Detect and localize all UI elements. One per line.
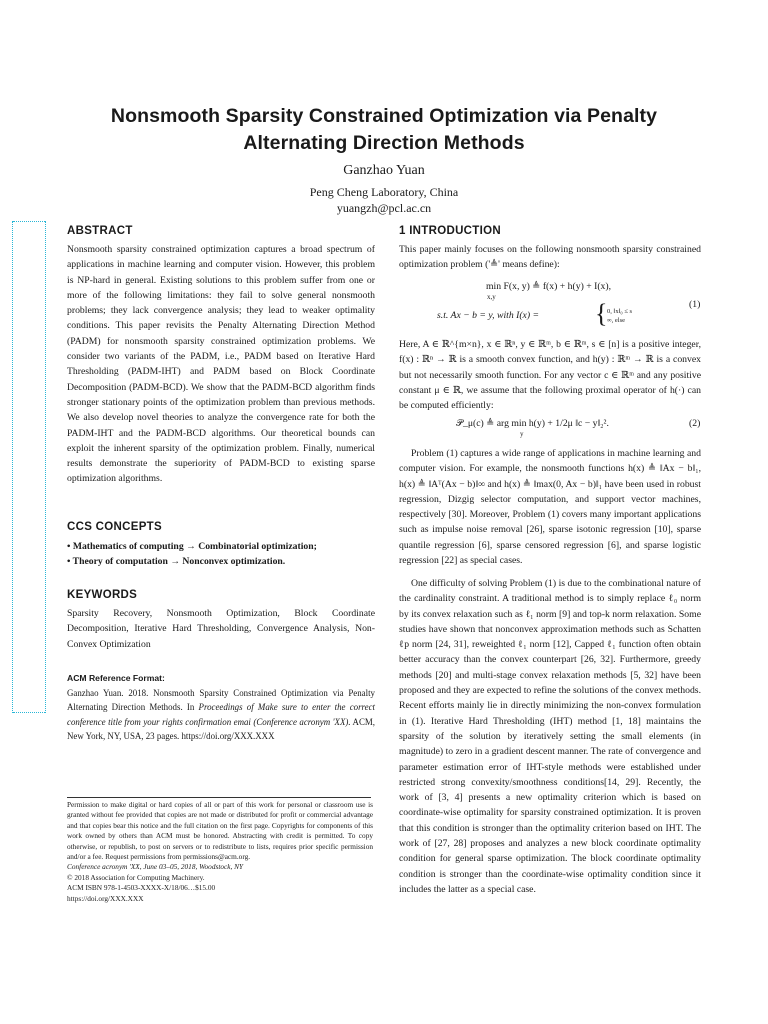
equation-2-number: (2) — [689, 418, 701, 429]
paper-title-line-1: Nonsmooth Sparsity Constrained Optimization via Penalty — [110, 105, 658, 127]
intro-p2-text: Here, A ∈ ℝ^{m×n}, x ∈ ℝⁿ, y ∈ ℝᵐ, b ∈ ℝᵐ, s ∈ [n] is a positive integer, f(x) : ℝⁿ → ℝ is a smooth convex function, and h(y) : ℝᵐ → ℝ is a convex but not necessarily smooth function. For any vector c ∈ ℝᵐ and any positive constant μ ∈ ℝ, we assume that the following proximal operator of h(·) can be computed efficiently: — [399, 339, 701, 412]
acm-reference-text-a: Ganzhao Yuan. 2018. Nonsmooth Sparsity Constrained Optimization via Penalty Alternating Direction Methods. In — [67, 688, 375, 713]
ccs-list — [67, 539, 375, 570]
abstract-text: Nonsmooth sparsity constrained optimization captures a broad spectrum of applications in machine learning and computer vision. However, this problem is NP-hard in general. Existing solutions to this problem suffer from one or more of the following limitations: they fail to solve general nonsmooth problems; they lack convergence analysis; they lead to weaker optimality conditions. This paper revisits the Penalty Alternating Direction Method (PADM) for nonsmooth sparsity constrained optimization problems. We consider two variants of the PADM, i.e., PADM based on Iterative Hard Thresholding (PADM-IHT) and PADM based on Block Coordinate Decomposition (PADM-BCD). We show that the PADM-BCD algorithm finds stronger stationary points of the optimization problem than previous methods. We also develop novel theories to analyze the convergence rate for both the PADM-IHT and the PADM-BCD algorithms. Our theoretical bounds can exploit the inherent sparsity of the optimization problem. Finally, numerical results demonstrate the superiority of PADM-BCD to existing sparse optimization algorithms. — [67, 244, 375, 485]
abstract-body — [67, 242, 375, 487]
acm-reference-heading: ACM Reference Format: — [67, 673, 165, 683]
affiliation-institution: Peng Cheng Laboratory, China — [309, 185, 459, 199]
acm-reference-body — [67, 686, 375, 744]
equation-1-constraint: s.t. Ax − b = y, with I(x) = — [437, 310, 540, 321]
intro-p3-text: Problem (1) captures a wide range of applications in machine learning and computer vision. For example, the nonsmooth functions h(x) ≜ ‖Ax − b‖₁, h(x) ≜ ‖Aᵀ(Ax − b)‖∞ and h(x) ≜ ‖max(0, Ax − b)‖₁ have been used in robust regression, Dizgig selector computation, and support vector machines, respectively [30]. Moreover, Problem (1) covers many important applications such as impulse noise removal [26], sparse isotonic regression [10], sparse quantile regression [6], sparse censored regression [6], and sparse logistic regression [22] as special cases. — [399, 448, 701, 567]
doi-line: https://doi.org/XXX.XXX — [67, 893, 144, 903]
isbn-line: ACM ISBN 978-1-4503-XXXX-X/18/06…$15.00 — [67, 883, 216, 893]
intro-paragraph-4 — [399, 576, 701, 897]
ccs-item-1: • Mathematics of computing → Combinatorial optimization; — [67, 541, 317, 552]
author-name: Ganzhao Yuan — [343, 163, 425, 178]
acm-reference-proceedings: Proceedings of Make sure to enter the correct conference title from your rights confirmation emai (Conference acronym 'XX). — [67, 702, 376, 727]
permission-divider — [67, 797, 371, 798]
intro-p4-text: One difficulty of solving Problem (1) is due to the combinational nature of the cardinality constraint. A traditional method is to simply replace ℓ₀ norm by its convex relaxation such as ℓ₁ norm [9] and top-k norm relaxation. Some studies have shown that nonconvex approximation methods such as Schatten ℓp norm [24, 31], reweighted ℓ₁ norm [12], Capped ℓ₁ function often obtain better accuracy than the convex counterpart [26, 32]. Furthermore, greedy methods [20] and multi-stage convex relaxation methods [5, 32] have been proposed and they are expected to refine the solutions of the convex methods. Recent efforts mainly lie in directly minimizing the non-convex formulation in (1). Iterative Hard Thresholding (IHT) method [1, 18] maintains the sparsity of the solution by iteratively setting the small elements (in magnitude) to zero in a gradient descent manner. The rate of convergence and parameter estimation error of IHT-style methods were established under restricted strong convexity/smoothness conditions[14, 29]. Recently, the work of [3, 4] presents a new optimality criterion which is based on coordinate-wise optimality for sparsity constrained optimization. It is proven that this condition is stronger than the optimality criterion based on IHT. The work of [27, 28] proposes and analyzes a new block coordinate optimality condition for general sparse optimization. The block coordinate optimality condition is stronger than the coordinate-wise optimality condition since it includes the latter as a special case. — [399, 578, 701, 895]
keywords-heading: KEYWORDS — [67, 589, 138, 601]
equation-1-subscript: x,y — [487, 293, 496, 301]
intro-paragraph-2 — [399, 337, 701, 413]
equation-1-cases — [607, 307, 632, 325]
acm-reference-text-b: ACM, New York, NY, USA, 23 pages. https://doi.org/XXX.XXX — [67, 716, 375, 742]
author-affiliation — [0, 184, 768, 216]
equation-1-brace: { — [595, 299, 608, 328]
intro-p1-text: This paper mainly focuses on the following nonsmooth sparsity constrained optimization problem ('≜' means define): — [399, 244, 701, 271]
keywords-body — [67, 606, 375, 652]
intro-paragraph-3 — [399, 446, 701, 568]
equation-2-subscript: y — [520, 430, 524, 438]
equation-1-number: (1) — [689, 299, 701, 310]
ccs-heading: CCS CONCEPTS — [67, 521, 162, 533]
conference-info: Conference acronym 'XX, June 03–05, 2018, Woodstock, NY — [67, 862, 244, 872]
equation-1-case-2: ∞, else — [607, 317, 625, 324]
intro-paragraph-1 — [399, 242, 701, 273]
author-email: yuangzh@pcl.ac.cn — [336, 201, 432, 215]
ccs-item-2: • Theory of computation → Nonconvex optimization. — [67, 556, 286, 568]
abstract-heading: ABSTRACT — [67, 225, 133, 237]
introduction-heading: 1 INTRODUCTION — [399, 225, 501, 237]
paper-title-line-2: Alternating Direction Methods — [243, 132, 525, 154]
keywords-text: Sparsity Recovery, Nonsmooth Optimization, Block Coordinate Decomposition, Iterative Hard Thresholding, Convergence Analysis, Non-Convex Optimization — [67, 608, 375, 650]
copyright-line: © 2018 Association for Computing Machinery. — [67, 872, 205, 882]
equation-1-case-1: 0, ‖x‖₀ ≤ s — [607, 308, 633, 315]
margin-selection-marker — [12, 221, 46, 713]
equation-2: 𝒫_μ(c) ≜ arg min h(y) + 1/2μ ‖c − y‖₂². — [456, 418, 609, 429]
permission-block — [67, 800, 373, 904]
paper-title — [60, 103, 708, 157]
equation-1-objective: min F(x, y) ≜ f(x) + h(y) + I(x), — [486, 281, 612, 292]
permission-text: Permission to make digital or hard copies of all or part of this work for personal or classroom use is granted without fee provided that copies are not made or distributed for profit or commercial advantage and that copies bear this notice and the full citation on the first page. Copyrights for components of this work owned by others than ACM must be honored. Abstracting with credit is permitted. To copy otherwise, or republish, to post on servers or to redistribute to lists, requires prior specific permission and/or a fee. Request permissions from permissions@acm.org. — [67, 800, 373, 862]
